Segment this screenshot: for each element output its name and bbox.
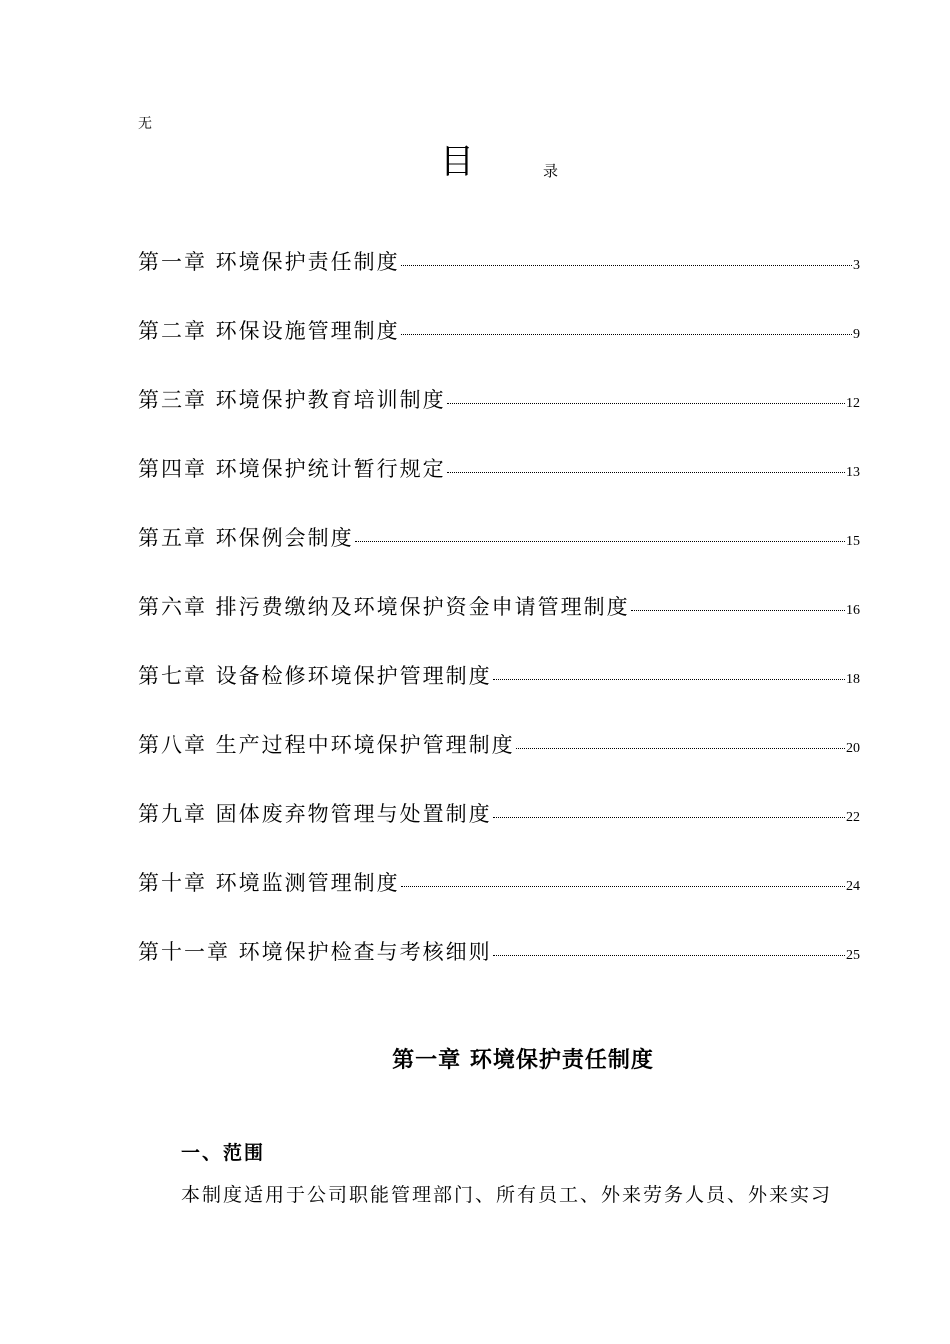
header-mark: 无 xyxy=(138,116,152,132)
toc-entry-title: 第六章 排污费缴纳及环境保护资金申请管理制度 xyxy=(138,595,630,619)
toc-leader-dots xyxy=(401,886,845,887)
toc-entry-title: 第一章 环境保护责任制度 xyxy=(138,250,400,274)
toc-entry-title: 第三章 环境保护教育培训制度 xyxy=(138,388,446,412)
toc-leader-dots xyxy=(493,817,845,818)
toc-entry[interactable] xyxy=(138,867,860,936)
toc-leader-dots xyxy=(493,955,845,956)
toc-entry-title: 第七章 设备检修环境保护管理制度 xyxy=(138,664,492,688)
toc-entry[interactable] xyxy=(138,729,860,798)
toc-entry[interactable] xyxy=(138,936,860,1005)
toc-entry-title: 第二章 环保设施管理制度 xyxy=(138,319,400,343)
toc-title: 目 xyxy=(440,142,474,182)
toc-leader-dots xyxy=(447,472,845,473)
toc-entry-page: 22 xyxy=(846,810,860,825)
toc-entry-page: 9 xyxy=(853,327,860,342)
toc-leader-dots xyxy=(355,541,845,542)
section-heading: 一、范围 xyxy=(181,1142,266,1164)
toc-leader-dots xyxy=(493,679,845,680)
toc-entry-title: 第九章 固体废弃物管理与处置制度 xyxy=(138,802,492,826)
toc-entry-page: 24 xyxy=(846,879,860,894)
toc-entry-page: 15 xyxy=(846,534,860,549)
toc-entry-title: 第八章 生产过程中环境保护管理制度 xyxy=(138,733,515,757)
toc-entry-page: 20 xyxy=(846,741,860,756)
toc-entry-page: 25 xyxy=(846,948,860,963)
toc-entry-page: 13 xyxy=(846,465,860,480)
toc-entry[interactable] xyxy=(138,384,860,453)
toc-entry[interactable] xyxy=(138,798,860,867)
toc-entry[interactable] xyxy=(138,660,860,729)
toc-entry[interactable] xyxy=(138,522,860,591)
toc-entry-page: 16 xyxy=(846,603,860,618)
toc-title-suffix: 录 xyxy=(543,162,559,180)
toc-leader-dots xyxy=(401,334,852,335)
toc-entry-title: 第四章 环境保护统计暂行规定 xyxy=(138,457,446,481)
toc-entry[interactable] xyxy=(138,591,860,660)
chapter-heading: 第一章 环境保护责任制度 xyxy=(392,1047,654,1073)
toc-entry[interactable] xyxy=(138,315,860,384)
toc-entry-page: 12 xyxy=(846,396,860,411)
toc-leader-dots xyxy=(401,265,852,266)
toc-entry[interactable] xyxy=(138,246,860,315)
toc-leader-dots xyxy=(631,610,845,611)
toc-leader-dots xyxy=(447,403,845,404)
toc-entry-title: 第十章 环境监测管理制度 xyxy=(138,871,400,895)
toc-entry-title: 第五章 环保例会制度 xyxy=(138,526,354,550)
toc-entry-title: 第十一章 环境保护检查与考核细则 xyxy=(138,940,492,964)
toc-entry[interactable] xyxy=(138,453,860,522)
toc-entry-page: 18 xyxy=(846,672,860,687)
table-of-contents xyxy=(138,246,860,1005)
toc-entry-page: 3 xyxy=(853,258,860,273)
body-paragraph: 本制度适用于公司职能管理部门、所有员工、外来劳务人员、外来实习 xyxy=(181,1184,833,1206)
toc-leader-dots xyxy=(516,748,845,749)
